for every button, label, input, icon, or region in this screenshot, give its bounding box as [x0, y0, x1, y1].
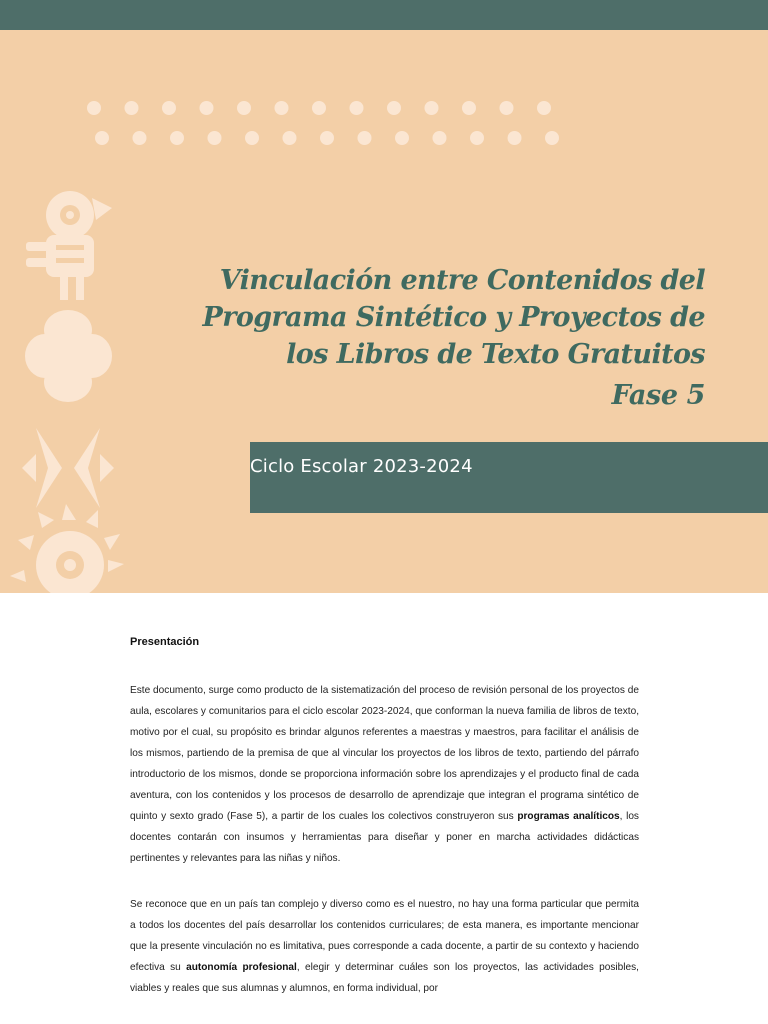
- decor-dot: [358, 131, 372, 145]
- decor-dot: [508, 131, 522, 145]
- decor-dot: [208, 131, 222, 145]
- decor-dot: [433, 131, 447, 145]
- decor-dot: [200, 101, 214, 115]
- decor-dot: [162, 101, 176, 115]
- glyph-ornaments: [0, 30, 150, 593]
- decor-dot: [545, 131, 559, 145]
- cycle-band: [250, 442, 768, 513]
- paragraph-2: [130, 894, 639, 999]
- flower-glyph: [25, 310, 112, 402]
- decor-dot: [462, 101, 476, 115]
- paragraph-1-bold: programas analíticos: [517, 811, 620, 822]
- title-line-1: Vinculación entre Contenidos del: [219, 265, 705, 296]
- cycle-label: Ciclo Escolar 2023-2024: [250, 456, 473, 477]
- decor-dot: [425, 101, 439, 115]
- paragraph-1-text-b: , los docentes contarán con insumos y herramientas para diseñar y poner en marcha actividades didácticas pertinentes y relevantes para las niñas y niños.: [130, 811, 639, 864]
- geometric-glyph: [22, 428, 114, 508]
- decor-dot: [237, 101, 251, 115]
- cover: [0, 30, 768, 593]
- sun-glyph: [10, 504, 124, 593]
- decor-dot: [500, 101, 514, 115]
- paragraph-2-text-b: , elegir y determinar cuáles son los proyectos, las actividades posibles, viables y reales que sus alumnas y alumnos, en forma individual, por: [130, 962, 639, 994]
- paragraph-1: [130, 680, 639, 869]
- decor-dot: [470, 131, 484, 145]
- document-body: [130, 636, 639, 1024]
- title-line-3: los Libros de Texto Gratuitos: [286, 339, 705, 370]
- decor-dot: [312, 101, 326, 115]
- decor-dot: [283, 131, 297, 145]
- top-bar: [0, 0, 768, 30]
- decor-dot: [387, 101, 401, 115]
- section-heading: Presentación: [130, 636, 200, 648]
- decor-dot: [170, 131, 184, 145]
- decor-dot: [537, 101, 551, 115]
- decor-dot: [320, 131, 334, 145]
- document-title: [185, 262, 705, 373]
- decor-dot: [275, 101, 289, 115]
- paragraph-1-text-a: Este documento, surge como producto de la sistematización del proceso de revisión personal de los proyectos de aula, escolares y comunitarios para el ciclo escolar 2023-2024, que conforman la nueva familia de libros de texto, motivo por el cual, su propósito es brindar algunos referentes a maestras y maestros, para facilitar el análisis de los mismos, partiendo de la premisa de que al vincular los proyectos de los libros de texto, partiendo del párrafo introductorio de los mismos, donde se proporciona información sobre los aprendizajes y el producto final de cada aventura, con los contenidos y los procesos de desarrollo de aprendizaje que integran el programa sintético de quinto y sexto grado (Fase 5), a partir de los cuales los colectivos construyeron sus: [130, 685, 639, 822]
- decor-dot: [245, 131, 259, 145]
- paragraph-2-text-a: Se reconoce que en un país tan complejo y diverso como es el nuestro, no hay una forma particular que permita a todos los docentes del país desarrollar los contenidos curriculares; de esta manera, es importante mencionar que la presente vinculación no es limitativa, pues corresponde a cada docente, a partir de su contexto y haciendo efectiva su: [130, 899, 639, 973]
- paragraph-2-bold: autonomía profesional: [186, 962, 297, 973]
- decor-dot: [350, 101, 364, 115]
- decor-dot: [395, 131, 409, 145]
- phase-label: Fase 5: [611, 380, 705, 411]
- title-line-2: Programa Sintético y Proyectos de: [202, 302, 705, 333]
